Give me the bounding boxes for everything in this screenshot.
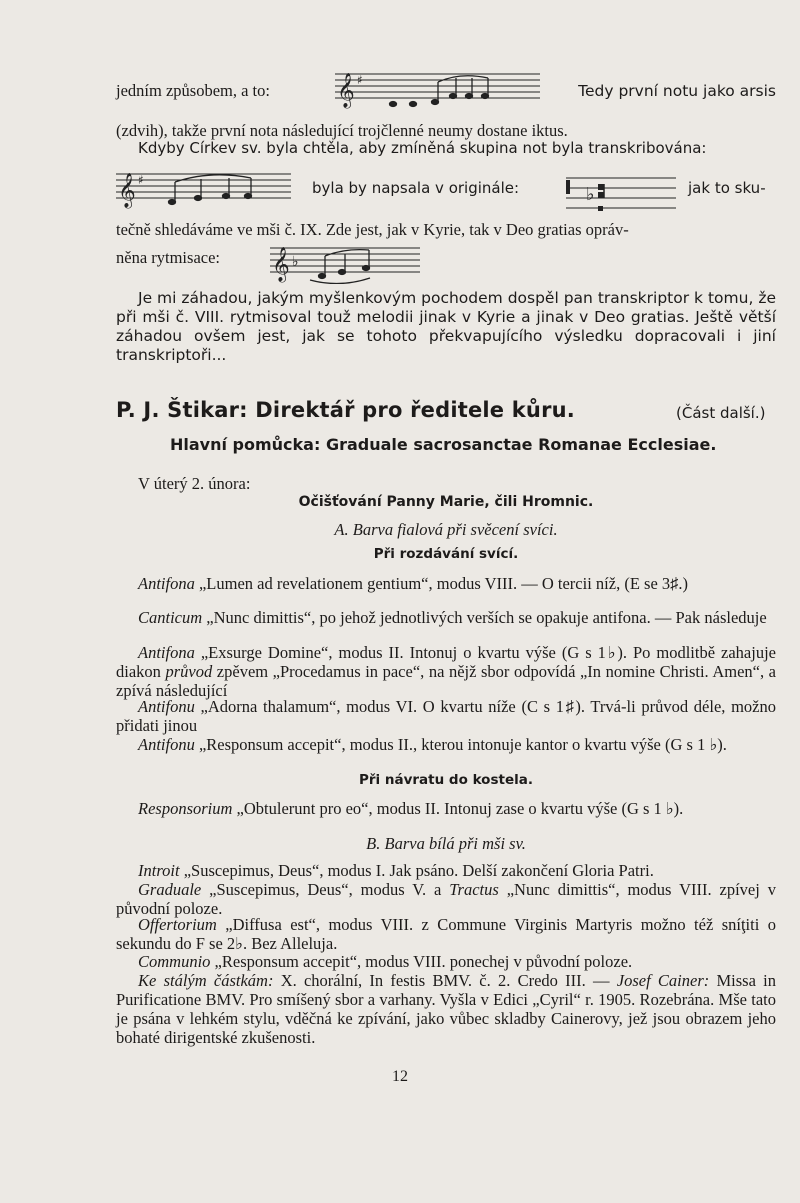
text: „Responsum accepit“, modus VIII. ponechej v původní poloze. [210, 952, 633, 971]
text-line-4b: jak to sku- [688, 179, 766, 197]
text-segment: jedním způsobem, a to: [116, 81, 270, 100]
text: „Adorna thalamum“, modus VI. O kvartu níže (C s 1♯). Trvá-li průvod déle, možno přidati jinou [116, 697, 776, 735]
text: „Suscepimus, Deus“, modus V. a [201, 880, 450, 899]
svg-text:♭: ♭ [586, 184, 595, 205]
text: „Diffusa est“, modus VIII. z Commune Virginis Martyris možno též sníţiti o sekundu do F se 2♭. Bez Alleluja. [116, 915, 776, 953]
music-staff-2 [116, 166, 291, 210]
text: „Lumen ad revelationem gentium“, modus VIII. — O tercii níž, (E se 3♯.) [194, 574, 689, 593]
introit [116, 861, 776, 880]
text-line-3: Kdyby Církev sv. byla chtěla, aby zmíněná skupina not byla transkribována: [138, 139, 707, 157]
text: Missa in Purificatione BMV. Pro smíšený sbor a varhany. Vyšla v Edici „Cyril“ r. 1905. Rozebrána. Mše tato je psána v lehkém stylu, vděčná ke zpívání, jako vůbec skladby Cainerovy, jež jsou obrazem jeho bohaté dirigentské zkušenosti. [116, 971, 776, 1047]
offertorium [116, 915, 776, 953]
label: Communio [138, 952, 211, 971]
article-part: (Část další.) [676, 404, 766, 422]
label: Antifona [138, 643, 195, 662]
subsection-2-title: Při návratu do kostela. [359, 772, 533, 788]
svg-text:♯: ♯ [357, 73, 363, 87]
text-line-1b [116, 81, 776, 101]
text-italic: průvod [165, 662, 213, 681]
label: Introit [138, 861, 180, 880]
text-segment: Tedy první notu jako arsis [578, 82, 776, 100]
responsorium [116, 799, 776, 818]
label: Antifonu [138, 735, 195, 754]
article-subtitle: Hlavní pomůcka: Graduale sacrosanctae Romanae Ecclesiae. [170, 435, 717, 454]
section-a-title: A. Barva fialová při svěcení svíci. [334, 520, 558, 539]
label: Offertorium [138, 915, 217, 934]
stale-castky [116, 971, 776, 1047]
svg-text:𝄞: 𝄞 [272, 247, 290, 282]
text-line-6: něna rytmisace: [116, 248, 220, 267]
text: „Exsurge Domine“, modus II. Intonuj o kvartu výše (G s 1♭). Po modlitbě zahajuje diakon [116, 643, 776, 681]
label: Antifonu [138, 697, 195, 716]
subsection-1-title: Při rozdávání svící. [373, 546, 519, 562]
label: Tractus [449, 880, 499, 899]
text: zpěvem „Procedamus in pace“, na nějž sbor odpovídá „In nomine Christi. Amen“, a zpívá následující [116, 662, 776, 700]
text: „Suscepimus, Deus“, modus I. Jak psáno. Delší zakončení Gloria Patri. [179, 861, 654, 880]
label: Ke stálým částkám: [138, 971, 274, 990]
music-staff-3 [270, 240, 420, 284]
text-line-4a: byla by napsala v originále: [312, 179, 520, 197]
text: „Obtulerunt pro eo“, modus II. Intonuj zase o kvartu výše (G s 1 ♭). [232, 799, 684, 818]
label: Canticum [138, 608, 203, 627]
communio [116, 952, 776, 971]
antifona-4 [116, 735, 776, 754]
section-b-title: B. Barva bílá při mši sv. [366, 834, 526, 853]
text: X. chorální, In festis BMV. č. 2. Credo III. — [273, 971, 617, 990]
antifona-1 [116, 574, 776, 593]
canticum [116, 608, 776, 627]
feast-title: Očišťování Panny Marie, čili Hromnic. [298, 494, 594, 510]
label: Antifona [138, 574, 195, 593]
text: „Responsum accepit“, modus II., kterou intonuje kantor o kvartu výše (G s 1 ♭). [194, 735, 727, 754]
svg-text:𝄞: 𝄞 [337, 73, 355, 108]
chant-staff [566, 170, 676, 214]
page-number: 12 [392, 1068, 408, 1085]
text: „Nunc dimittis“, po jehož jednotlivých verších se opakuje antifona. — Pak následuje [202, 608, 767, 627]
text-line-5: tečně shledáváme ve mši č. IX. Zde jest, jak v Kyrie, tak v Deo gratias opráv- [116, 220, 629, 239]
svg-text:𝄞: 𝄞 [118, 173, 136, 208]
label: Graduale [138, 880, 202, 899]
antifona-3 [116, 697, 776, 735]
text: „Nunc dimittis“, modus VIII. zpívej v původní poloze. [116, 880, 776, 918]
date-line: V úterý 2. února: [138, 474, 251, 493]
paragraph-text: Je mi záhadou, jakým myšlenkovým pochodem dospěl pan transkriptor k tomu, že při mši č. VIII. rytmisoval touž melodii jinak v Kyrie a jinak v Deo gratias. Ještě větší záhadou ovšem jest, jak se tohoto překvapujícího výsledku dopracovali i jiní transkriptoři... [116, 289, 776, 364]
graduale [116, 880, 776, 918]
text-line-2: (zdvih), takže první nota následující trojčlenné neumy dostane iktus. [116, 121, 568, 140]
article-title: P. J. Štikar: Direktář pro ředitele kůru. [116, 398, 575, 422]
svg-text:♯: ♯ [138, 173, 144, 187]
antifona-2 [116, 643, 776, 700]
label: Josef Cainer: [616, 971, 710, 990]
paragraph-2 [116, 289, 776, 365]
svg-text:♭: ♭ [292, 254, 299, 270]
label: Responsorium [138, 799, 233, 818]
